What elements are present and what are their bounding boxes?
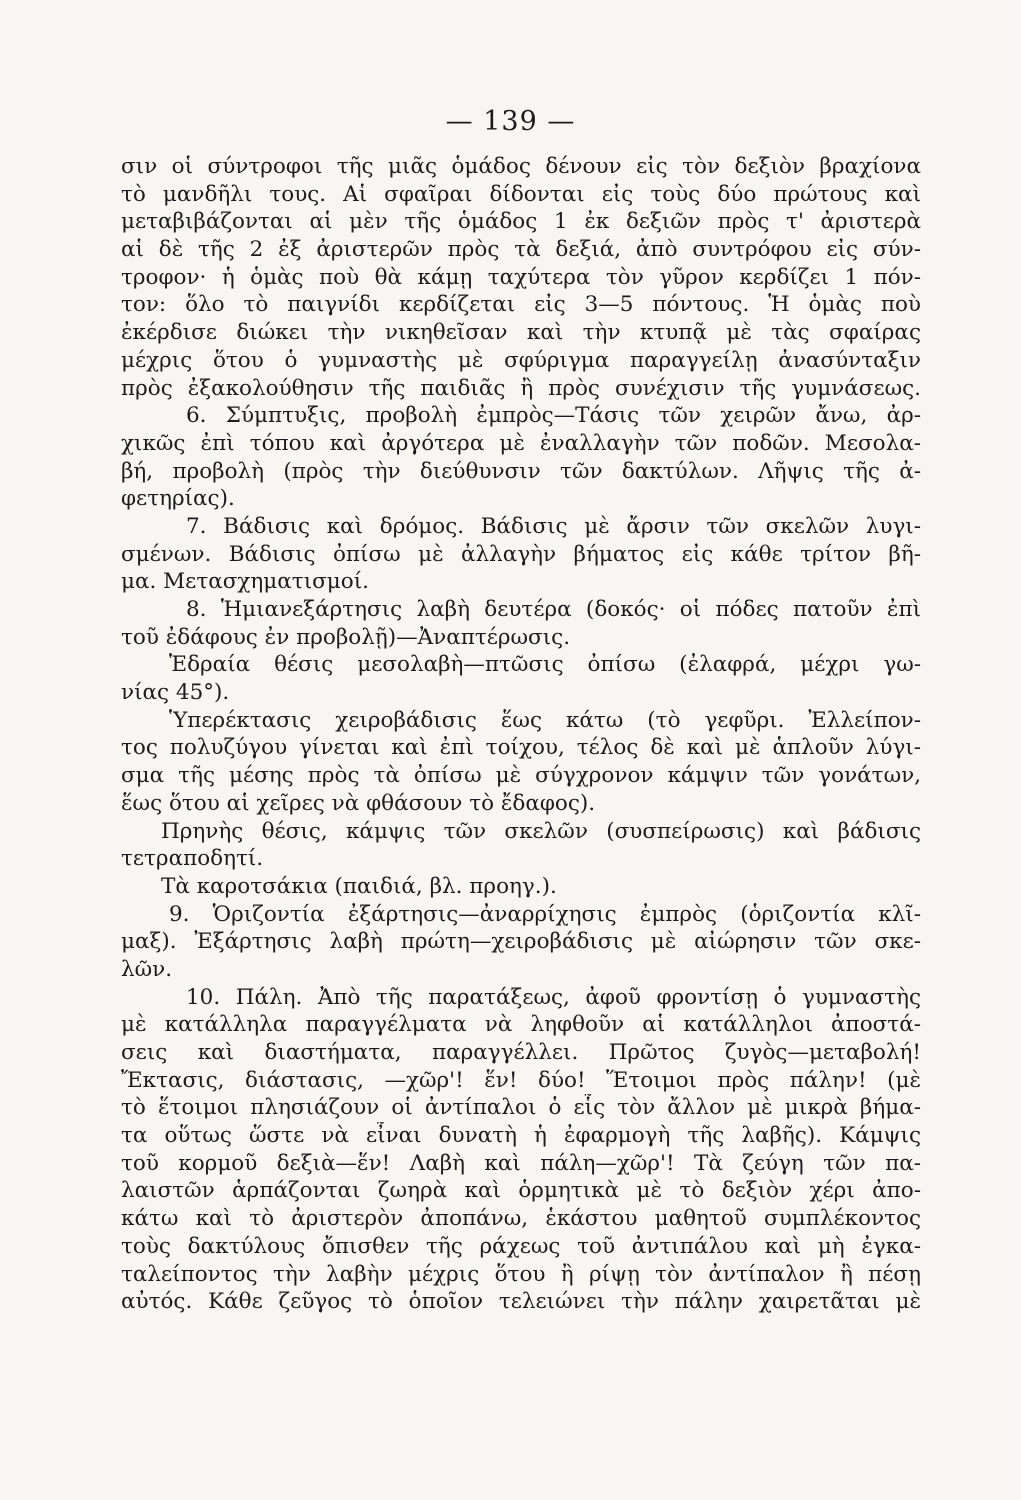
text-line: ταλείποντος τὴν λαβὴν μέχρις ὅτου ἢ ρίψῃ τὸν ἀντίπαλον ἢ πέσῃ (121, 1261, 921, 1287)
text-line: σμένων. Βάδισις ὀπίσω μὲ ἀλλαγὴν βήματος εἰς κάθε τρίτον βῆ- (121, 541, 921, 567)
text-line: μα. Μετασχηματισμοί. (121, 569, 369, 595)
text-line: αἱ δὲ τῆς 2 ἐξ ἀριστερῶν πρὸς τὰ δεξιά, ἀπὸ συντρόφου εἰς σύν- (121, 237, 921, 263)
text-line: ἐκέρδισε διώκει τὴν νικηθεῖσαν καὶ τὴν κτυπᾷ μὲ τὰς σφαίρας (121, 320, 921, 346)
text-line: 8. Ἡμιανεξάρτησις λαβὴ δευτέρα (δοκός· οἱ πόδες πατοῦν ἐπὶ (186, 597, 921, 622)
text-line: βή, προβολὴ (πρὸς τὴν διεύθυνσιν τῶν δακτύλων. Λῆψις τῆς ἀ- (121, 458, 921, 484)
text-line: ἕως ὅτου αἱ χεῖρες νὰ φθάσουν τὸ ἔδαφος). (121, 790, 596, 816)
text-line: Ὑπερέκτασις χειροβάδισις ἕως κάτω (τὸ γεφῦρι. Ἐλλείπον- (169, 707, 921, 733)
text-line: λαιστῶν ἁρπάζονται ζωηρὰ καὶ ὁρμητικὰ μὲ τὸ δεξιὸν χέρι ἀπο- (121, 1178, 921, 1204)
text-line: 7. Βάδισις καὶ δρόμος. Βάδισις μὲ ἄρσιν τῶν σκελῶν λυγι- (186, 513, 921, 539)
text-line: τα οὕτως ὥστε νὰ εἶναι δυνατὴ ἡ ἐφαρμογὴ τῆς λαβῆς). Κάμψις (121, 1123, 921, 1149)
text-line: τος πολυζύγου γίνεται καὶ ἐπὶ τοίχου, τέλος δὲ καὶ μὲ ἁπλοῦν λύγι- (121, 735, 921, 761)
text-line: κάτω καὶ τὸ ἀριστερὸν ἀποπάνω, ἑκάστου μαθητοῦ συμπλέκοντος (121, 1206, 921, 1232)
page-number: — 139 — (445, 106, 576, 137)
text-line: τροφον· ἡ ὁμὰς ποὺ θὰ κάμῃ ταχύτερα τὸν γῦρον κερδίζει 1 πόν- (121, 264, 921, 290)
text-line: λῶν. (121, 956, 173, 982)
text-line: μαξ). Ἐξάρτησις λαβὴ πρώτη—χειροβάδισις μὲ αἰώρησιν τῶν σκε- (121, 929, 921, 955)
text-line: τὸ μανδῆλι τους. Αἱ σφαῖραι δίδονται εἰς τοὺς δύο πρώτους καὶ (121, 181, 921, 207)
text-line: 10. Πάλη. Ἀπὸ τῆς παρατάξεως, ἀφοῦ φροντίσῃ ὁ γυμναστὴς (186, 984, 921, 1010)
text-line: χικῶς ἐπὶ τόπου καὶ ἀργότερα μὲ ἐναλλαγὴν τῶν ποδῶν. Μεσολα- (121, 430, 921, 456)
text-line: τοῦ κορμοῦ δεξιὰ—ἕν! Λαβὴ καὶ πάλη—χῶρ'! Τὰ ζεύγη τῶν πα- (121, 1150, 921, 1176)
text-line: Τὰ καροτσάκια (παιδιά, βλ. προηγ.). (161, 873, 557, 899)
text-line: νίας 45°). (121, 680, 230, 706)
text-line: 6. Σύμπτυξις, προβολὴ ἐμπρὸς—Τάσις τῶν χειρῶν ἄνω, ἀρ- (186, 403, 921, 429)
text-line: μέχρις ὅτου ὁ γυμναστὴς μὲ σφύριγμα παραγγείλῃ ἀνασύνταξιν (121, 347, 921, 373)
text-line: Πρηνὴς θέσις, κάμψις τῶν σκελῶν (συσπείρωσις) καὶ βάδισις (161, 818, 921, 844)
text-line: τον: ὅλο τὸ παιγνίδι κερδίζεται εἰς 3—5 πόντους. Ἡ ὁμὰς ποὺ (121, 292, 921, 318)
text-line: σιν οἱ σύντροφοι τῆς μιᾶς ὁμάδος δένουν εἰς τὸν δεξιὸν βραχίονα (121, 154, 921, 179)
text-line: αὐτός. Κάθε ζεῦγος τὸ ὁποῖον τελειώνει τὴν πάλην χαιρετᾶται μὲ (121, 1289, 921, 1315)
text-line: Ἔκτασις, διάστασις, —χῶρ'! ἕν! δύο! Ἕτοιμοι πρὸς πάλην! (μὲ (121, 1067, 921, 1093)
text-line: φετηρίας). (121, 486, 235, 512)
text-line: πρὸς ἐξακολούθησιν τῆς παιδιᾶς ἢ πρὸς συνέχισιν τῆς γυμνάσεως. (121, 375, 921, 401)
text-line: τοὺς δακτύλους ὄπισθεν τῆς ράχεως τοῦ ἀντιπάλου καὶ μὴ ἐγκα- (121, 1233, 921, 1259)
text-line: τὸ ἕτοιμοι πλησιάζουν οἱ ἀντίπαλοι ὁ εἷς τὸν ἄλλον μὲ μικρὰ βήμα- (121, 1095, 921, 1121)
body-text (121, 153, 921, 1316)
text-line: μὲ κατάλληλα παραγγέλματα νὰ ληφθοῦν αἱ κατάλληλοι ἀποστά- (121, 1012, 921, 1038)
text-line: σεις καὶ διαστήματα, παραγγέλλει. Πρῶτος ζυγὸς—μεταβολή! (121, 1040, 921, 1065)
text-line: 9. Ὁριζοντία ἐξάρτησις—ἀναρρίχησις ἐμπρὸς (ὁριζοντία κλῖ- (169, 901, 921, 927)
text-line: Ἑδραία θέσις μεσολαβὴ—πτῶσις ὀπίσω (ἐλαφρά, μέχρι γω- (169, 652, 921, 678)
text-line: μεταβιβάζονται αἱ μὲν τῆς ὁμάδος 1 ἐκ δεξιῶν πρὸς τ' ἀριστερὰ (121, 209, 921, 235)
text-line: τετραποδητί. (121, 846, 264, 872)
text-line: τοῦ ἐδάφους ἐν προβολῇ)—Ἀναπτέρωσις. (121, 624, 571, 650)
text-line: σμα τῆς μέσης πρὸς τὰ ὀπίσω μὲ σύγχρονον κάμψιν τῶν γονάτων, (121, 763, 921, 789)
